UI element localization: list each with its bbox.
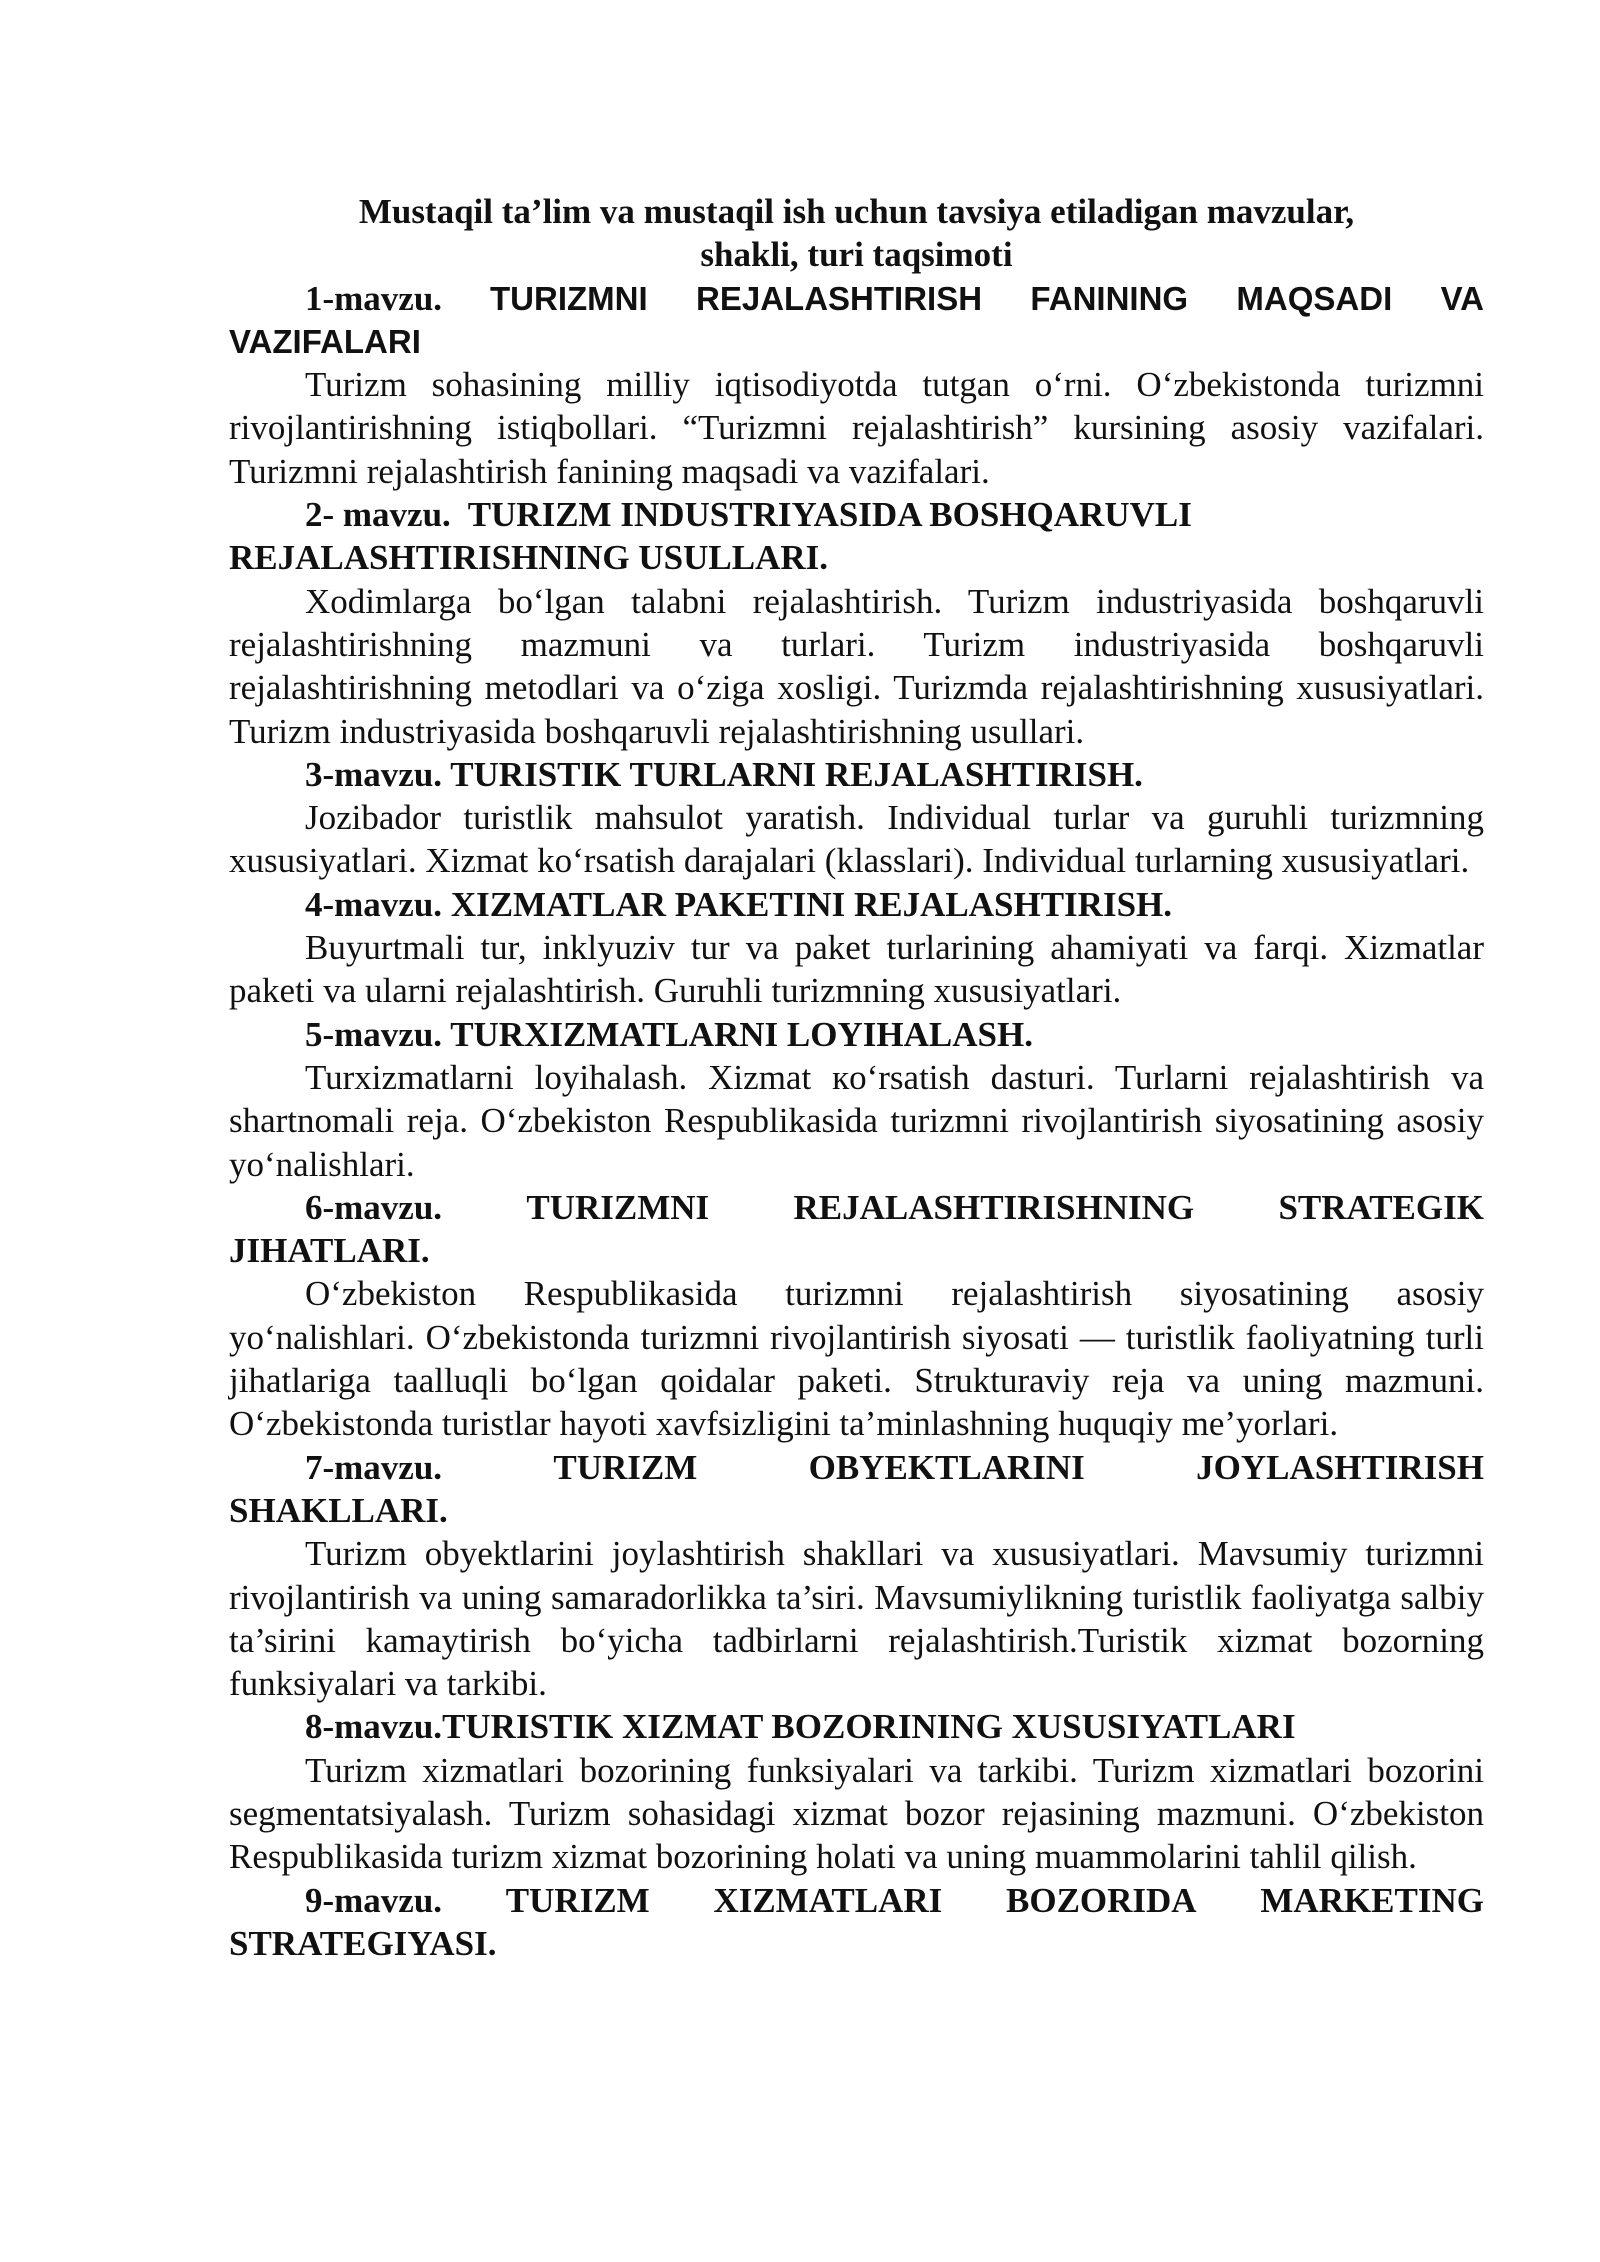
topic-9-name-word-4: MARKETING xyxy=(1260,1880,1484,1920)
topic-3-heading xyxy=(229,753,1484,796)
title-line-1: Mustaqil ta’lim va mustaqil ish uchun tavsiya etiladigan mavzular, xyxy=(358,192,1355,231)
topic-7-number: 7-mavzu. xyxy=(305,1447,443,1487)
topic-8-name: TURISTIK XIZMAT BOZORINING XUSUSIYATLARI xyxy=(442,1707,1296,1747)
topic-2-body: Xodimlarga bo‘lgan talabni rejalashtirish. Turizm industriyasida boshqaruvli rejalashtirishning mazmuni va turlari. Turizm industriyasida boshqaruvli rejalashtirishning metodlari va o‘ziga xosligi. Turizmda rejalashtirishning xususiyatlari. Turizm industriyasida boshqaruvli rejalashtirishning usullari. xyxy=(229,581,1484,751)
topic-7-name-word-1: TURIZM xyxy=(553,1447,698,1487)
topic-5-body: Turxizmatlarni loyihalash. Xizmat кo‘rsatish dasturi. Turlarni rejalashtirish va shartnomali reja. O‘zbekiston Respublikasida turizmni rivojlantirish siyosatining asosiy yo‘nalishlari. xyxy=(229,1057,1484,1184)
document-page xyxy=(229,190,1484,1965)
topic-1-heading xyxy=(229,277,1484,364)
topic-1-name: TURIZMNI REJALASHTIRISH FANINING MAQSADI VA VAZIFALARI xyxy=(229,279,1485,360)
topic-8-heading xyxy=(229,1705,1484,1748)
document-title xyxy=(229,190,1484,277)
title-line-2: shakli, turi taqsimoti xyxy=(700,235,1013,275)
topic-9-name-word-2: XIZMATLARI xyxy=(713,1880,943,1920)
topic-7-body: Turizm obyektlarini joylashtirish shakllari va xususiyatlari. Mavsumiy turizmni rivojlantirish va uning samaradorlikka ta’siri. Mavsumiylikning turistlik faoliyatga salbiy ta’sirini kamaytirish bo‘yicha tadbirlarni rejalashtirish.Turistik xizmat bozorning funksiyalari va tarkibi. xyxy=(229,1534,1484,1704)
topic-9-heading xyxy=(229,1879,1484,1966)
topic-9-number: 9-mavzu. xyxy=(305,1880,443,1920)
topic-1-body: Turizm sohasining milliy iqtisodiyotda tutgan o‘rni. O‘zbekistonda turizmni rivojlantirishning istiqbollari. “Turizmni rejalashtirish” kursining asosiy vazifalari. Turizmni rejalashtirish fanining maqsadi va vazifalari. xyxy=(229,365,1484,491)
topic-4-name: XIZMATLAR PAKETINI REJALASHTIRISH. xyxy=(450,884,1173,924)
topic-2-name: TURIZM INDUSTRIYASIDA BOSHQARUVLI xyxy=(467,495,1192,535)
topic-7-name-word-2: OBYEKTLARINI xyxy=(808,1447,1085,1487)
topic-3-number: 3-mavzu. xyxy=(305,754,443,794)
topic-6-body: O‘zbekiston Respublikasida turizmni rejalashtirish siyosatining asosiy yo‘nalishlari. O‘zbekistonda turizmni rivojlantirish siyosati — turistlik faoliyatning turli jihatlariga taalluqli bo‘lgan qoidalar paketi. Strukturaviy reja va uning mazmuni. O‘zbekistonda turistlar hayoti xavfsizligini ta’minlashning huquqiy me’yorlari. xyxy=(229,1274,1484,1444)
topic-6-number: 6-mavzu. xyxy=(305,1187,443,1227)
topic-9-name-word-1: TURIZM xyxy=(505,1880,650,1920)
topic-6-name-word-1: TURIZMNI xyxy=(526,1187,710,1227)
topic-6-name-word-2: REJALASHTIRISHNING xyxy=(793,1187,1195,1227)
topic-7-heading xyxy=(229,1446,1484,1533)
topic-8-body: Turizm xizmatlari bozorining funksiyalari va tarkibi. Turizm xizmatlari bozorini segmentatsiyalash. Turizm sohasidagi xizmat bozor rejasining mazmuni. O‘zbekiston Respublikasida turizm xizmat bozorining holati va uning muammolarini tahlil qilish. xyxy=(229,1750,1484,1877)
topic-8-number: 8-mavzu. xyxy=(305,1707,443,1747)
topic-5-number: 5-mavzu. xyxy=(305,1014,443,1054)
topic-7-name-cont: SHAKLLARI. xyxy=(229,1490,448,1530)
topic-7-name-word-3: JOYLASHTIRISH xyxy=(1196,1447,1484,1487)
topic-5-heading xyxy=(229,1013,1484,1056)
topic-6-name-cont: JIHATLARI. xyxy=(229,1231,430,1271)
topic-5-name: TURXIZMATLARNI LOYIHALASH. xyxy=(450,1014,1033,1054)
topic-3-name: TURISTIK TURLARNI REJALASHTIRISH. xyxy=(450,754,1143,794)
topic-6-heading xyxy=(229,1186,1484,1273)
topic-1-number: 1-mavzu. xyxy=(305,278,443,318)
topic-2-heading xyxy=(229,493,1484,580)
topic-9-name-cont: STRATEGIYASI. xyxy=(229,1923,497,1963)
topic-4-number: 4-mavzu. xyxy=(305,884,443,924)
topic-9-name-word-3: BOZORIDA xyxy=(1006,1880,1197,1920)
topic-4-heading xyxy=(229,883,1484,926)
topic-3-body: Jozibador turistlik mahsulot yaratish. Individual turlar va guruhli turizmning xususiyatlari. Xizmat ko‘rsatish darajalari (klasslari). Individual turlarning xususiyatlari. xyxy=(229,798,1484,881)
topic-6-name-word-3: STRATEGIK xyxy=(1278,1187,1484,1227)
topic-2-number: 2- mavzu. xyxy=(305,495,451,535)
topic-2-name-cont: REJALASHTIRISHNING USULLARI. xyxy=(229,538,829,578)
topic-4-body: Buyurtmali tur, inklyuziv tur va paket turlarining ahamiyati va farqi. Xizmatlar paketi va ularni rejalashtirish. Guruhli turizmning xususiyatlari. xyxy=(229,928,1484,1011)
